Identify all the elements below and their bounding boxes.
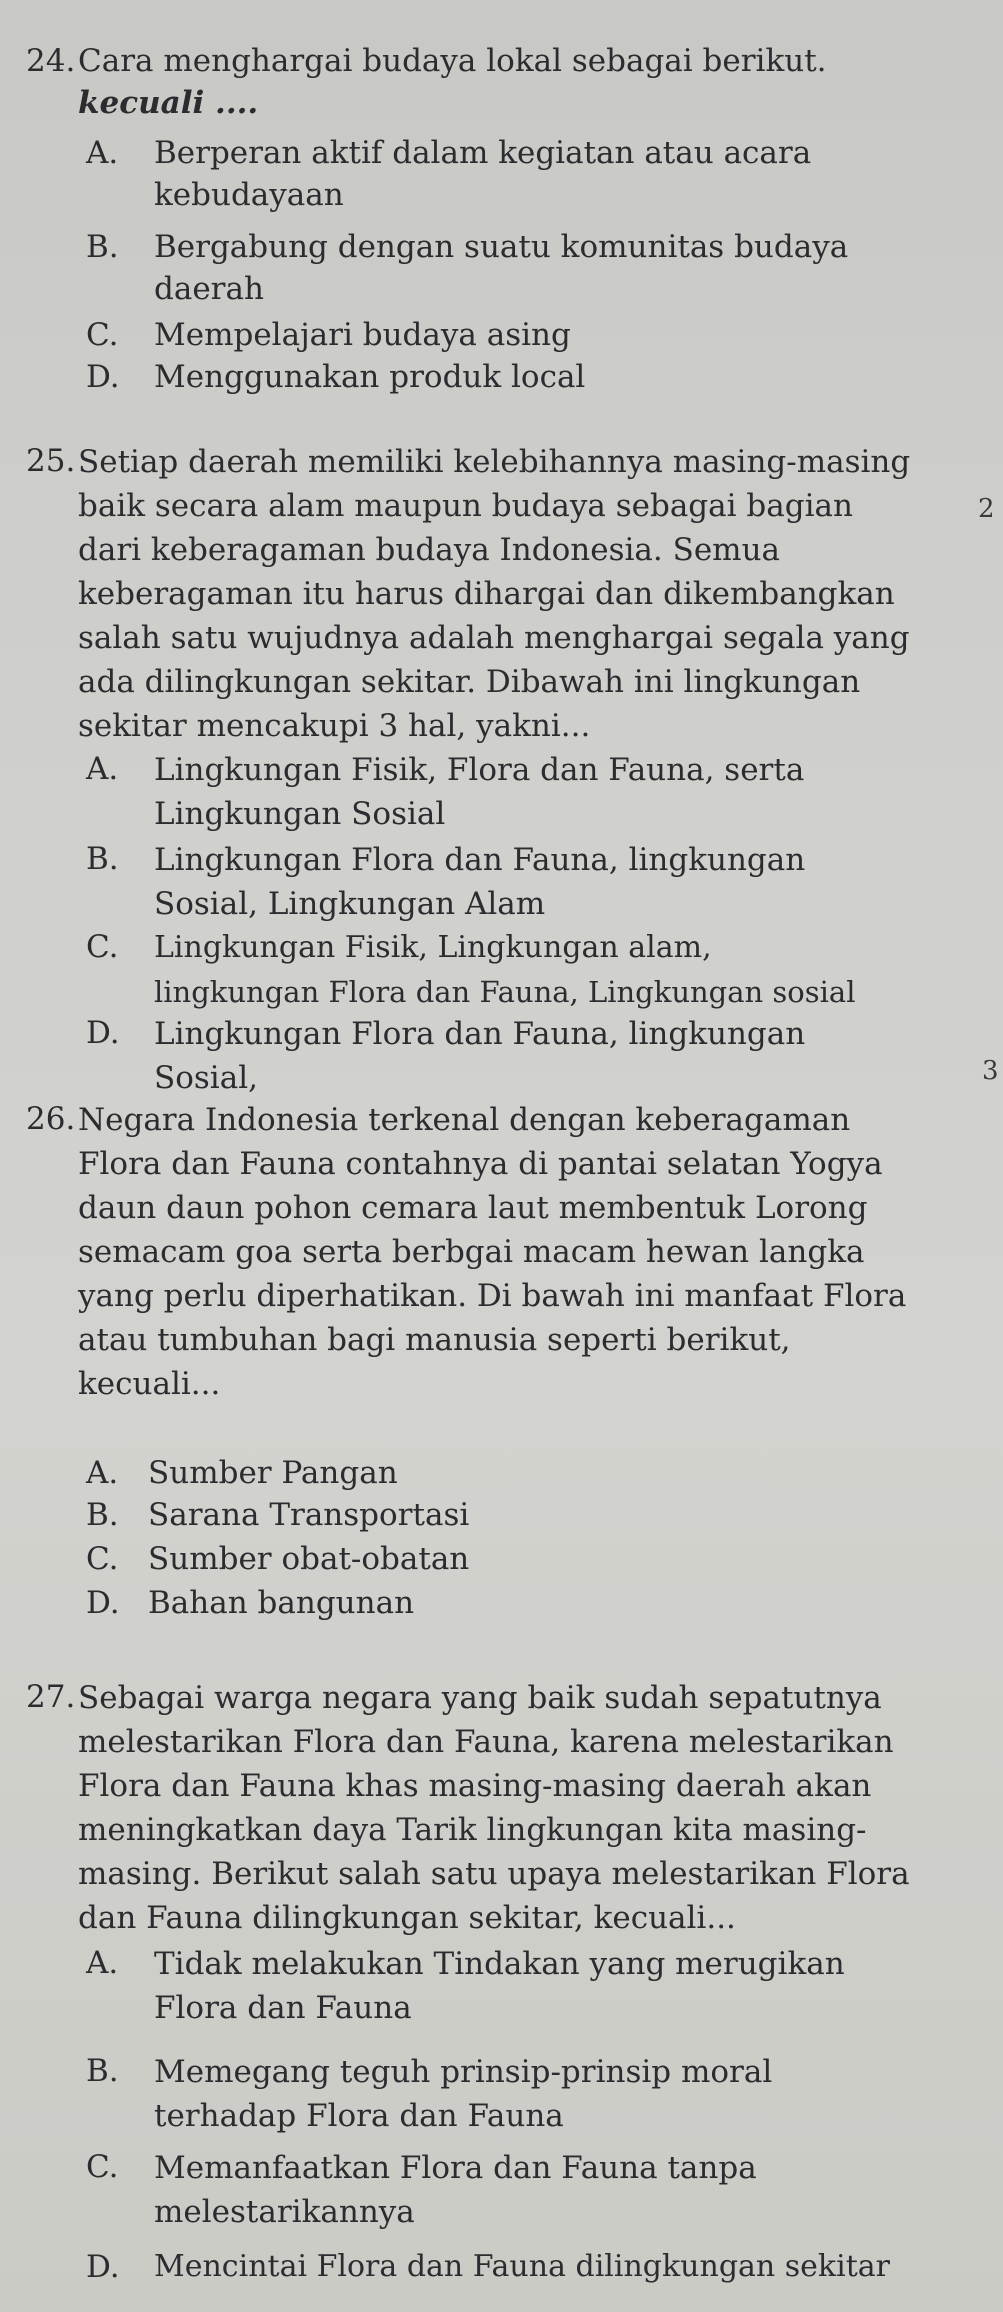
question-stem: [78, 1098, 918, 1406]
option-text: Mempelajari budaya asing: [154, 317, 571, 353]
stem-line: dan Fauna dilingkungan sekitar, kecuali...: [78, 1900, 736, 1936]
option-letter: D.: [86, 1585, 120, 1621]
stem-line: kecuali...: [78, 1366, 221, 1402]
option-text: Tidak melakukan Tindakan yang merugikan: [154, 1946, 845, 1982]
stem-line: Sebagai warga negara yang baik sudah sepatutnya: [78, 1680, 882, 1716]
option-letter: B.: [86, 841, 119, 877]
option-letter: A.: [86, 135, 119, 171]
stem-line: baik secara alam maupun budaya sebagai bagian: [78, 488, 853, 524]
question-stem: [78, 1676, 918, 1940]
option-text: Memanfaatkan Flora dan Fauna tanpa: [154, 2150, 757, 2186]
option-letter: C.: [86, 317, 119, 353]
option-text: Flora dan Fauna: [154, 1990, 412, 2026]
stem-line: salah satu wujudnya adalah menghargai segala yang: [78, 620, 910, 656]
stem-line: masing. Berikut salah satu upaya melestarikan Flora: [78, 1856, 910, 1892]
option-letter: D.: [86, 1015, 120, 1051]
stem-line: Cara menghargai budaya lokal sebagai berikut.: [78, 43, 827, 79]
question-number: 27.: [26, 1679, 76, 1715]
option-text: terhadap Flora dan Fauna: [154, 2098, 564, 2134]
option-letter: B.: [86, 2053, 119, 2089]
option-text: Lingkungan Flora dan Fauna, lingkungan: [154, 1016, 806, 1052]
option-letter: A.: [86, 1455, 119, 1491]
stem-line: ada dilingkungan sekitar. Dibawah ini lingkungan: [78, 664, 861, 700]
edge-mark: 2: [978, 494, 995, 524]
option-text: Memegang teguh prinsip-prinsip moral: [154, 2054, 773, 2090]
option-letter: B.: [86, 1497, 119, 1533]
stem-line: keberagaman itu harus dihargai dan dikembangkan: [78, 576, 895, 612]
option-text: Mencintai Flora dan Fauna dilingkungan sekitar: [154, 2249, 890, 2284]
stem-line: Flora dan Fauna contahnya di pantai selatan Yogya: [78, 1146, 883, 1182]
option-text: Sosial, Lingkungan Alam: [154, 886, 546, 922]
question-number: 25.: [26, 443, 76, 479]
option-text: Bahan bangunan: [148, 1585, 415, 1621]
stem-line: melestarikan Flora dan Fauna, karena melestarikan: [78, 1724, 894, 1760]
option-letter: D.: [86, 359, 120, 395]
option-text: daerah: [154, 271, 264, 307]
edge-mark: 3: [982, 1056, 999, 1086]
option-text: kebudayaan: [154, 177, 344, 213]
kecuali-label: kecuali ....: [78, 85, 259, 121]
option-text: Sarana Transportasi: [148, 1497, 470, 1533]
stem-line: yang perlu diperhatikan. Di bawah ini manfaat Flora: [78, 1278, 907, 1314]
question-stem: [78, 40, 918, 124]
option-text: lingkungan Flora dan Fauna, Lingkungan sosial: [154, 975, 856, 1009]
option-letter: C.: [86, 929, 119, 965]
stem-line: atau tumbuhan bagi manusia seperti berikut,: [78, 1322, 791, 1358]
option-text: melestarikannya: [154, 2194, 415, 2230]
stem-line: meningkatkan daya Tarik lingkungan kita masing-: [78, 1812, 867, 1848]
option-text: Menggunakan produk local: [154, 359, 586, 395]
question-number: 26.: [26, 1101, 76, 1137]
option-letter: C.: [86, 1541, 119, 1577]
stem-line: sekitar mencakupi 3 hal, yakni...: [78, 708, 591, 744]
stem-line: semacam goa serta berbgai macam hewan langka: [78, 1234, 865, 1270]
option-text: Lingkungan Flora dan Fauna, lingkungan: [154, 842, 806, 878]
option-letter: D.: [86, 2249, 120, 2285]
option-letter: A.: [86, 751, 119, 787]
option-letter: C.: [86, 2149, 119, 2185]
stem-line: Setiap daerah memiliki kelebihannya masing-masing: [78, 444, 911, 480]
option-letter: A.: [86, 1945, 119, 1981]
option-text: Bergabung dengan suatu komunitas budaya: [154, 229, 849, 265]
stem-line: Negara Indonesia terkenal dengan keberagaman: [78, 1102, 851, 1138]
option-text: Sumber obat-obatan: [148, 1541, 470, 1577]
option-text: Lingkungan Sosial: [154, 796, 446, 832]
stem-line: daun daun pohon cemara laut membentuk Lorong: [78, 1190, 868, 1226]
option-text: Sosial,: [154, 1060, 258, 1096]
option-letter: B.: [86, 229, 119, 265]
stem-line: dari keberagaman budaya Indonesia. Semua: [78, 532, 781, 568]
option-text: Lingkungan Fisik, Lingkungan alam,: [154, 930, 712, 965]
option-text: Berperan aktif dalam kegiatan atau acara: [154, 135, 812, 171]
question-stem: [78, 440, 918, 748]
option-text: Lingkungan Fisik, Flora dan Fauna, serta: [154, 752, 805, 788]
stem-line: Flora dan Fauna khas masing-masing daerah akan: [78, 1768, 872, 1804]
option-text: Sumber Pangan: [148, 1455, 398, 1491]
question-number: 24.: [26, 43, 76, 79]
